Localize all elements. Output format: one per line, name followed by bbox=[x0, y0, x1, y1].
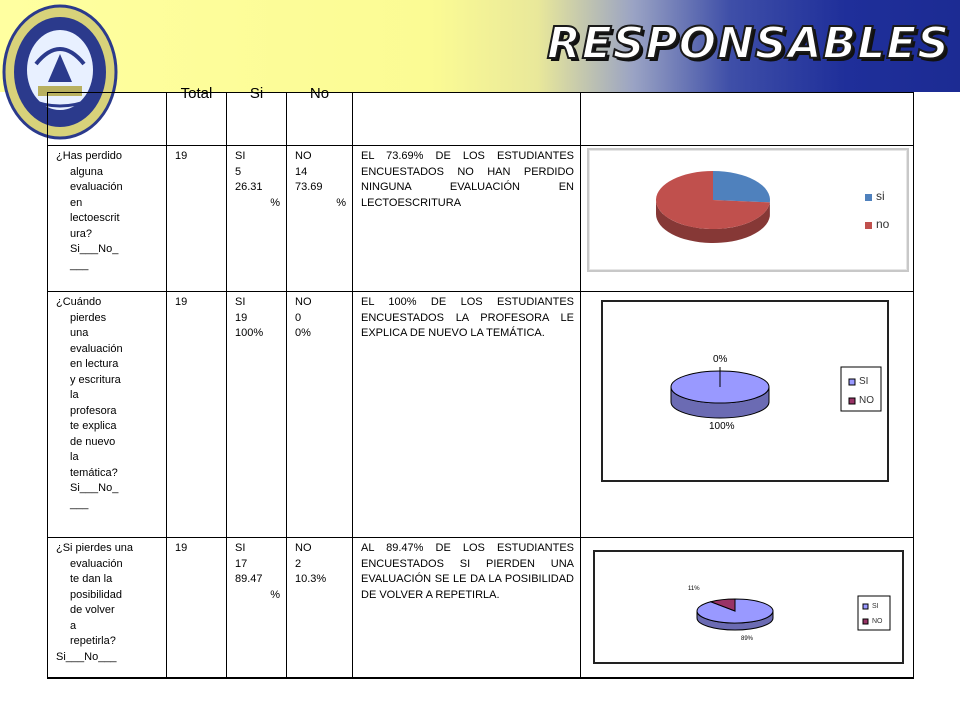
cell-line: Si___No___ bbox=[56, 650, 117, 663]
cell-line: profesora bbox=[70, 404, 117, 417]
cell-line: de nuevo bbox=[70, 435, 116, 448]
cell-line: 2 bbox=[295, 557, 302, 570]
total-cell: 19 bbox=[167, 146, 227, 292]
data-label-si: 89% bbox=[741, 636, 754, 642]
cell-line: % bbox=[270, 196, 280, 209]
no-cell bbox=[287, 146, 353, 292]
cell-line: SI bbox=[235, 296, 246, 308]
cell-line: Si___No_ bbox=[70, 243, 119, 255]
cell-line: pierdes bbox=[70, 311, 107, 324]
analysis-text: EL 73.69% DE LOS ESTUDIANTES ENCUESTADOS NO HAN PERDIDO NINGUNA EVALUACIÓN EN LECTOESCRITURA bbox=[361, 150, 574, 209]
header-question-cell bbox=[48, 93, 167, 146]
cell-line: alguna bbox=[70, 165, 104, 178]
pie-chart-3 bbox=[595, 552, 902, 662]
si-cell bbox=[227, 146, 287, 292]
cell-line: posibilidad bbox=[70, 588, 122, 601]
header-no-cell bbox=[287, 85, 353, 146]
question-cell bbox=[48, 292, 167, 538]
legend-swatch-no bbox=[849, 398, 855, 404]
banner-title: RESPONSABLES bbox=[546, 18, 950, 69]
legend-label-no: NO bbox=[859, 395, 874, 406]
legend-label-no: NO bbox=[872, 618, 883, 625]
analysis-cell bbox=[353, 538, 581, 678]
cell-line: 100% bbox=[235, 327, 264, 339]
cell-line: y escritura bbox=[70, 373, 121, 386]
cell-line: NO bbox=[295, 150, 312, 162]
data-label-no: 11% bbox=[688, 586, 700, 592]
cell-line: 17 bbox=[235, 557, 248, 570]
cell-line: en lectura bbox=[70, 358, 119, 370]
header-si: Si bbox=[249, 85, 264, 102]
pie-slice-si bbox=[713, 171, 770, 202]
cell-line: ¿Has perdido bbox=[56, 150, 123, 162]
cell-line: % bbox=[336, 196, 346, 209]
analysis-text: EL 100% DE LOS ESTUDIANTES ENCUESTADOS LA PROFESORA LE EXPLICA DE NUEVO LA TEMÁTICA. bbox=[361, 296, 574, 339]
cell-line: ¿Cuándo bbox=[56, 296, 102, 308]
header-si-cell bbox=[227, 85, 287, 146]
header-chart-cell bbox=[581, 93, 914, 146]
cell-line: evaluación bbox=[70, 557, 123, 570]
cell-line: ¿Si pierdes una bbox=[56, 542, 134, 554]
cell-line: de volver bbox=[70, 604, 115, 616]
cell-line: lectoescrit bbox=[70, 212, 120, 224]
cell-line: temática? bbox=[70, 466, 118, 479]
cell-line: a bbox=[70, 619, 77, 632]
cell-line: 5 bbox=[235, 165, 242, 178]
legend-swatch-no bbox=[865, 222, 872, 229]
si-cell bbox=[227, 538, 287, 678]
cell-line: 19 bbox=[235, 311, 248, 324]
cell-line: te dan la bbox=[70, 573, 113, 585]
analysis-cell bbox=[353, 292, 581, 538]
cell-line: 14 bbox=[295, 165, 308, 178]
cell-line: la bbox=[70, 389, 79, 401]
cell-line: 0 bbox=[295, 311, 302, 324]
legend-swatch-no bbox=[863, 619, 868, 624]
question-cell bbox=[48, 538, 167, 678]
si-cell bbox=[227, 292, 287, 538]
pie-chart-1 bbox=[589, 150, 907, 270]
cell-line: ___ bbox=[70, 258, 89, 271]
cell-line: 73.69 bbox=[295, 181, 323, 193]
cell-line: NO bbox=[295, 296, 312, 308]
cell-line: SI bbox=[235, 542, 246, 554]
data-label-si: 100% bbox=[709, 421, 735, 432]
cell-line: NO bbox=[295, 542, 312, 554]
question-cell bbox=[48, 146, 167, 292]
cell-line: te explica bbox=[70, 420, 117, 432]
cell-line: 10.3% bbox=[295, 573, 327, 585]
cell-line: una bbox=[70, 327, 89, 339]
cell-line: 89.47 bbox=[235, 573, 263, 585]
cell-line: 0% bbox=[295, 327, 311, 339]
legend-label-si: si bbox=[876, 189, 885, 203]
cell-line: evaluación bbox=[70, 181, 123, 193]
pie-chart-2 bbox=[603, 302, 887, 480]
header-no: No bbox=[309, 85, 330, 102]
total-cell: 19 bbox=[167, 538, 227, 678]
total-cell: 19 bbox=[167, 292, 227, 538]
cell-line: la bbox=[70, 451, 79, 463]
no-cell bbox=[287, 292, 353, 538]
header-total-cell bbox=[167, 85, 227, 146]
legend-label-si: SI bbox=[872, 603, 879, 610]
table-header-row bbox=[48, 93, 914, 146]
legend-swatch-si bbox=[863, 604, 868, 609]
legend-label-no: no bbox=[876, 217, 890, 231]
legend-swatch-si bbox=[849, 379, 855, 385]
cell-line: evaluación bbox=[70, 342, 123, 355]
legend-swatch-si bbox=[865, 194, 872, 201]
cell-line: en bbox=[70, 196, 83, 209]
cell-line: ura? bbox=[70, 227, 93, 240]
header-total: Total bbox=[180, 85, 213, 102]
cell-line: ___ bbox=[70, 497, 89, 510]
analysis-text: AL 89.47% DE LOS ESTUDIANTES ENCUESTADOS SI PIERDEN UNA EVALUACIÓN SE LE DA LA POSIBILIDAD DE VOLVER A REPETIRLA. bbox=[361, 542, 574, 601]
cell-line: 26.31 bbox=[235, 181, 263, 193]
pie-chart-2-frame bbox=[601, 300, 889, 482]
legend-label-si: SI bbox=[859, 376, 869, 387]
header-analysis-cell bbox=[353, 93, 581, 146]
cell-line: Si___No_ bbox=[70, 482, 119, 494]
analysis-cell bbox=[353, 146, 581, 292]
pie-chart-1-frame bbox=[587, 148, 909, 272]
pie-chart-3-frame bbox=[593, 550, 904, 664]
no-cell bbox=[287, 538, 353, 678]
cell-line: % bbox=[270, 588, 280, 601]
cell-line: repetirla? bbox=[70, 635, 116, 647]
data-label-no: 0% bbox=[713, 354, 728, 365]
cell-line: SI bbox=[235, 150, 246, 162]
